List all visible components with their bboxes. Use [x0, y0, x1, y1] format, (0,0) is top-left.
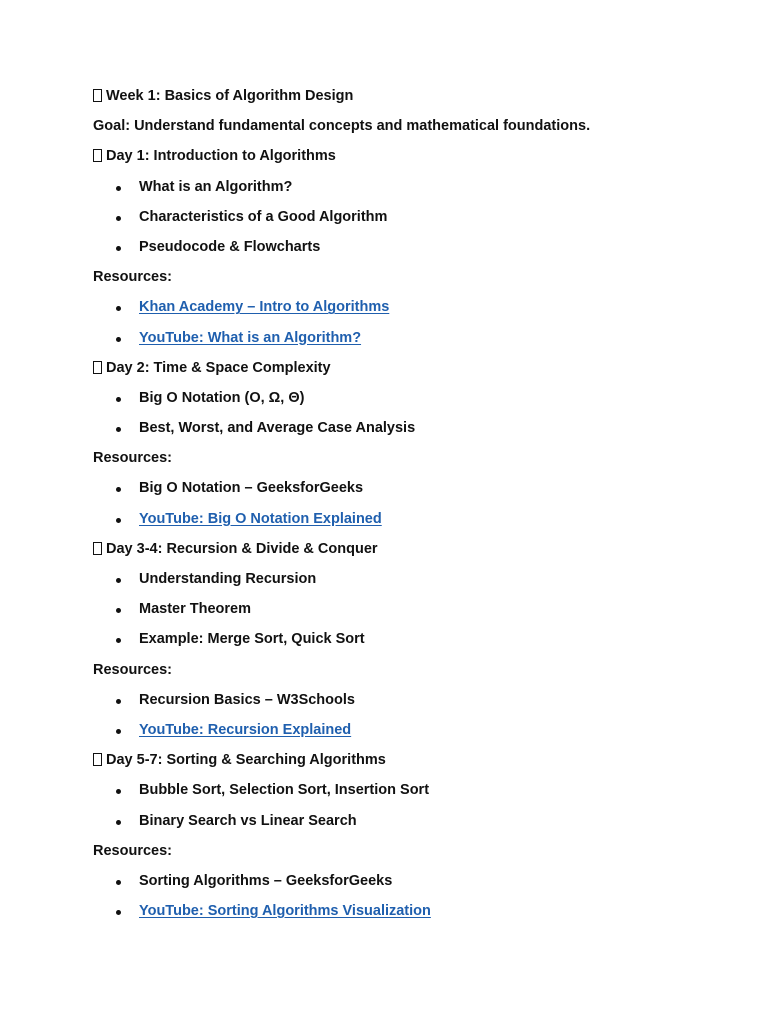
day-heading [93, 356, 728, 386]
resources-label: Resources: [93, 661, 172, 678]
resources-label: Resources: [93, 450, 172, 467]
list-item: Best, Worst, and Average Case Analysis [93, 416, 728, 446]
resource-link[interactable]: YouTube: Recursion Explained [139, 721, 352, 738]
week-goal: Goal: Understand fundamental concepts and mathematical foundations. [93, 118, 591, 135]
missing-glyph-icon [93, 89, 102, 102]
resource-link[interactable]: YouTube: Sorting Algorithms Visualization [139, 903, 431, 920]
list-item [93, 507, 728, 537]
resources-label: Resources: [93, 842, 172, 859]
resource-list [93, 688, 728, 748]
resource-list [93, 476, 728, 536]
resource-link[interactable]: YouTube: What is an Algorithm? [139, 329, 362, 346]
missing-glyph-icon [93, 149, 102, 162]
missing-glyph-icon [93, 361, 102, 374]
list-item: Understanding Recursion [93, 567, 728, 597]
resource-list [93, 295, 728, 355]
list-item: Master Theorem [93, 597, 728, 627]
list-item: Example: Merge Sort, Quick Sort [93, 627, 728, 657]
day-title: Day 5-7: Sorting & Searching Algorithms [106, 752, 386, 769]
list-item: Characteristics of a Good Algorithm [93, 205, 728, 235]
topic-list [93, 175, 728, 266]
list-item [93, 718, 728, 748]
list-item: Binary Search vs Linear Search [93, 809, 728, 839]
list-item [93, 869, 728, 899]
day-title: Day 1: Introduction to Algorithms [106, 148, 336, 165]
list-item [93, 295, 728, 325]
document-page [93, 84, 728, 929]
week-heading [93, 84, 728, 114]
resource-text: Sorting Algorithms – GeeksforGeeks [139, 872, 393, 889]
list-item [93, 326, 728, 356]
missing-glyph-icon [93, 542, 102, 555]
resource-list [93, 869, 728, 929]
list-item: What is an Algorithm? [93, 175, 728, 205]
list-item [93, 688, 728, 718]
topic-list [93, 778, 728, 838]
day-heading [93, 537, 728, 567]
topic-list [93, 567, 728, 658]
resource-text: Recursion Basics – W3Schools [139, 691, 355, 708]
day-heading [93, 748, 728, 778]
resource-link[interactable]: Khan Academy – Intro to Algorithms [139, 299, 390, 316]
resource-link[interactable]: YouTube: Big O Notation Explained [139, 510, 382, 527]
list-item: Pseudocode & Flowcharts [93, 235, 728, 265]
day-title: Day 2: Time & Space Complexity [106, 359, 331, 376]
resource-text: Big O Notation – GeeksforGeeks [139, 480, 364, 497]
week-title: Week 1: Basics of Algorithm Design [106, 88, 354, 104]
missing-glyph-icon [93, 753, 102, 766]
resources-label: Resources: [93, 269, 172, 286]
list-item: Bubble Sort, Selection Sort, Insertion Sort [93, 778, 728, 808]
list-item: Big O Notation (O, Ω, Θ) [93, 386, 728, 416]
list-item [93, 476, 728, 506]
topic-list [93, 386, 728, 446]
day-title: Day 3-4: Recursion & Divide & Conquer [106, 540, 378, 557]
day-heading [93, 144, 728, 174]
list-item [93, 899, 728, 929]
